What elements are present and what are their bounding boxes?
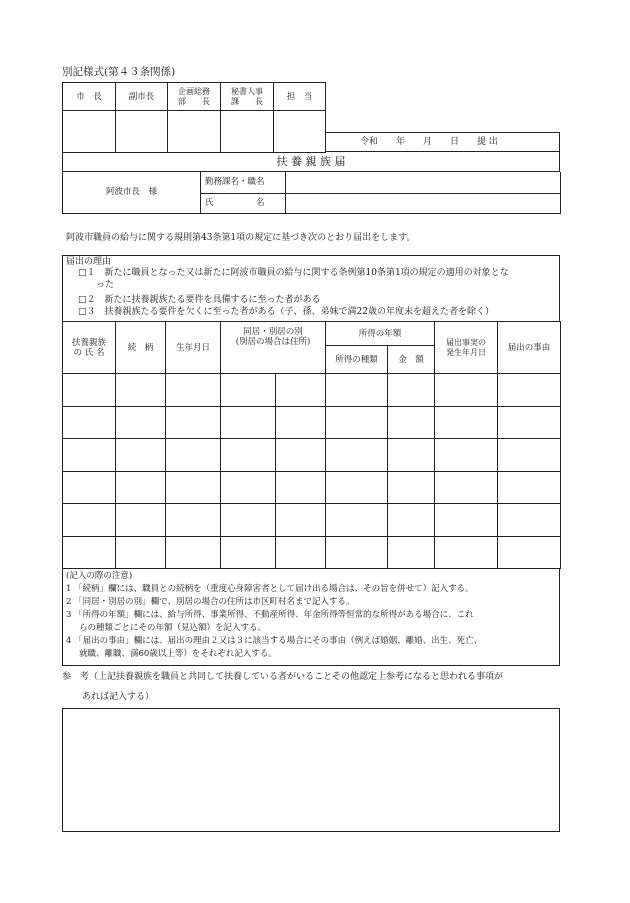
table-cell[interactable] [276, 374, 326, 407]
table-cell[interactable] [116, 536, 166, 569]
note-line-3-cont: らの種類ごとにその年額（見込額）を記入する。 [79, 623, 267, 633]
header-income-type: 所得の種類 [326, 346, 388, 374]
table-cell[interactable] [388, 471, 435, 504]
reference-input-box[interactable] [62, 708, 560, 832]
table-cell[interactable] [221, 471, 276, 504]
table-cell[interactable] [276, 471, 326, 504]
table-cell[interactable] [388, 406, 435, 439]
stamp-box-mayor[interactable] [63, 111, 116, 153]
table-cell[interactable] [326, 471, 388, 504]
table-cell[interactable] [116, 439, 166, 472]
dept-label: 勤務課名・職名 [201, 172, 286, 193]
name-label: 氏 名 [201, 193, 286, 213]
table-cell[interactable] [221, 406, 276, 439]
table-cell[interactable] [221, 504, 276, 537]
form-label: 別記様式(第４３条関係) [62, 66, 176, 78]
statement: 阿波市職員の給与に関する規則第43条第1項の規定に基づき次のとおり届出をします。 [66, 233, 416, 243]
approval-header-personnel-chief: 秘書人事 課 長 [221, 83, 274, 111]
header-event-date: 届出事実の 発生年月日 [435, 322, 498, 374]
table-cell[interactable] [116, 504, 166, 537]
table-cell[interactable] [116, 471, 166, 504]
table-cell[interactable] [326, 504, 388, 537]
stamp-box-vice-mayor[interactable] [116, 111, 168, 153]
table-cell[interactable] [326, 536, 388, 569]
table-row [63, 406, 561, 439]
note-line-4: 4 「届出の事由」欄には、届出の理由２又は３に該当する場合にその事由（例えば婚姻、離婚、出生、死亡、 [66, 636, 483, 646]
notes-heading: (記入の際の注意) [66, 571, 133, 581]
stamp-box-personnel-chief[interactable] [221, 111, 274, 153]
reference-line-2: あれば記入する） [82, 692, 155, 702]
table-cell[interactable] [498, 406, 561, 439]
table-cell[interactable] [498, 439, 561, 472]
table-row [63, 374, 561, 407]
table-cell[interactable] [435, 439, 498, 472]
table-cell[interactable] [435, 406, 498, 439]
name-input[interactable] [286, 193, 561, 213]
table-cell[interactable] [63, 504, 116, 537]
table-row [63, 439, 561, 472]
table-cell[interactable] [63, 536, 116, 569]
table-cell[interactable] [63, 406, 116, 439]
table-row [63, 536, 561, 569]
table-cell[interactable] [221, 374, 276, 407]
table-cell[interactable] [166, 504, 221, 537]
table-cell[interactable] [326, 439, 388, 472]
table-cell[interactable] [326, 374, 388, 407]
table-cell[interactable] [116, 406, 166, 439]
addressee-cell [63, 172, 201, 213]
table-cell[interactable] [435, 471, 498, 504]
table-cell[interactable] [63, 439, 116, 472]
table-cell[interactable] [388, 504, 435, 537]
addressee: 阿波市長 様 [105, 187, 157, 198]
table-row [63, 504, 561, 537]
table-cell[interactable] [166, 471, 221, 504]
reason-3[interactable]: □３ 扶養親族たる要件を欠くに至った者がある（子、孫、弟妹で満22歳の年度末を超えた者を除く） [78, 307, 494, 317]
note-line-1: 1 「続柄」欄には、職員との続柄を（重度心身障害者として届け出る場合は、その旨を併せて）記入する。 [66, 584, 474, 594]
header-income-amount: 金 額 [388, 346, 435, 374]
table-cell[interactable] [388, 439, 435, 472]
approval-header-planning-director: 企画総務 部 長 [168, 83, 221, 111]
note-line-2: 2 「同居・別居の別」欄で、別居の場合の住所は市区町村名まで記入する。 [66, 597, 355, 607]
dependents-table [62, 321, 561, 569]
table-cell[interactable] [166, 374, 221, 407]
table-cell[interactable] [388, 374, 435, 407]
table-cell[interactable] [435, 504, 498, 537]
header-income: 所得の年額 [326, 322, 435, 346]
reference-line-1: 参 考（上記扶養親族を職員と共同して扶養している者がいることその他認定上参考になると思われる事項が [62, 672, 504, 682]
note-line-3: 3 「所得の年額」欄には、給与所得、事業所得、不動産所得、年金所得等恒常的な所得がある場合に、これ [66, 610, 474, 620]
table-cell[interactable] [435, 536, 498, 569]
table-cell[interactable] [276, 536, 326, 569]
table-cell[interactable] [388, 536, 435, 569]
reason-1-cont: った [96, 280, 115, 290]
table-cell[interactable] [276, 504, 326, 537]
table-cell[interactable] [435, 374, 498, 407]
table-row [63, 471, 561, 504]
approval-header-mayor: 市 長 [63, 83, 116, 111]
table-cell[interactable] [498, 536, 561, 569]
table-cell[interactable] [166, 439, 221, 472]
stamp-box-staff[interactable] [274, 111, 326, 153]
header-reason: 届出の事由 [498, 322, 561, 374]
dept-input[interactable] [286, 172, 561, 193]
table-cell[interactable] [276, 406, 326, 439]
header-name: 扶養親族 の 氏 名 [63, 322, 116, 374]
applicant-table [62, 172, 561, 214]
header-relation: 続 柄 [116, 322, 166, 374]
form-title: 扶 養 親 族 届 [276, 155, 346, 168]
table-cell[interactable] [166, 406, 221, 439]
reason-1[interactable]: □１ 新たに職員となった又は新たに阿波市職員の給与に関する条例第10条第1項の規定の適用の対象とな [78, 268, 509, 278]
table-cell[interactable] [498, 504, 561, 537]
header-birthdate: 生年月日 [166, 322, 221, 374]
approval-table [62, 82, 326, 153]
header-residence: 同居・別居の別 (別居の場合は住所) [221, 322, 326, 374]
table-cell[interactable] [498, 471, 561, 504]
table-cell[interactable] [63, 471, 116, 504]
table-cell[interactable] [221, 536, 276, 569]
table-cell[interactable] [326, 406, 388, 439]
table-cell[interactable] [276, 439, 326, 472]
stamp-box-planning-director[interactable] [168, 111, 221, 153]
reasons-heading: 届出の理由 [66, 257, 112, 267]
table-cell[interactable] [63, 374, 116, 407]
table-cell[interactable] [498, 374, 561, 407]
table-cell[interactable] [166, 536, 221, 569]
table-cell[interactable] [116, 374, 166, 407]
note-line-4-cont: 就職、離職、満60歳以上等）をそれぞれ記入する。 [79, 649, 277, 659]
approval-header-vice-mayor: 副市長 [116, 83, 168, 111]
reason-2[interactable]: □２ 新たに扶養親族たる要件を具備するに至った者がある [78, 295, 321, 305]
approval-header-staff: 担 当 [274, 83, 326, 111]
submit-date: 令和 年 月 日 提 出 [360, 137, 498, 147]
table-cell[interactable] [221, 439, 276, 472]
